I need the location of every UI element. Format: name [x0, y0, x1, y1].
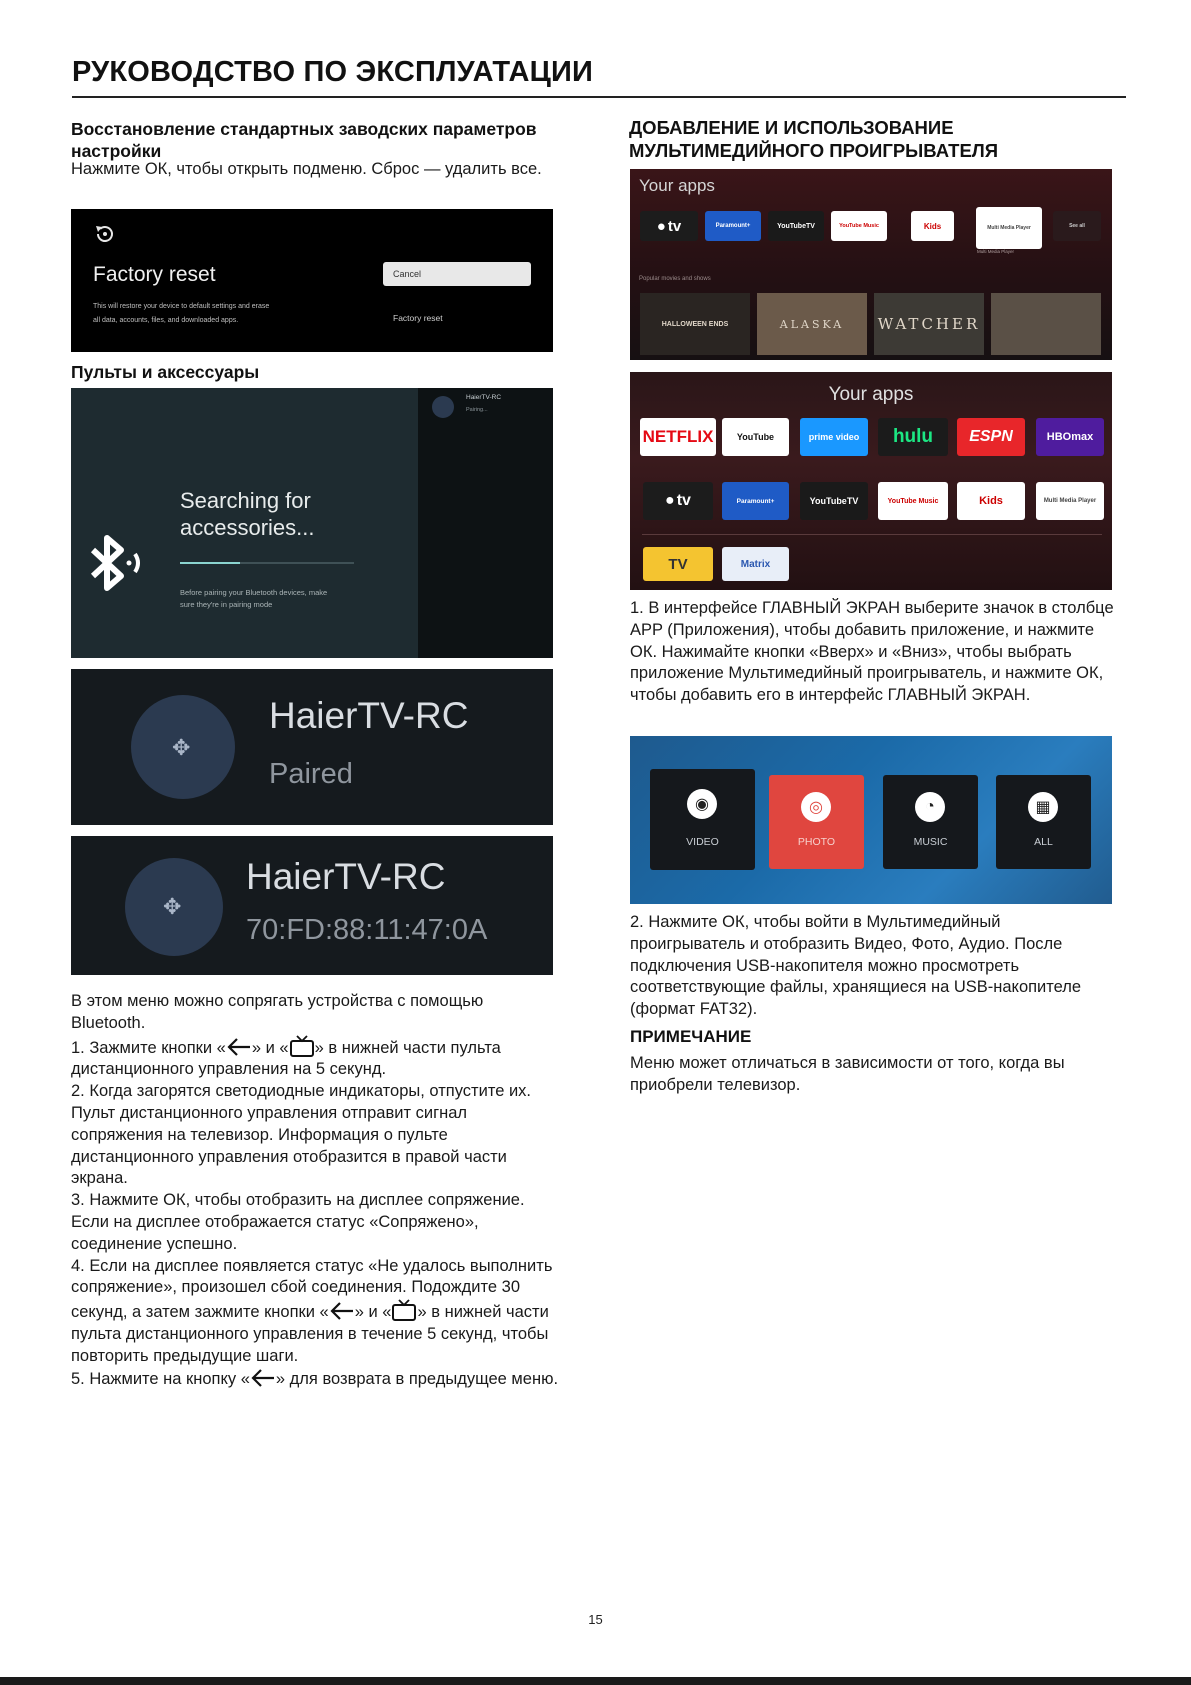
gamepad-icon	[432, 396, 454, 418]
reset-icon	[93, 222, 117, 246]
page-number: 15	[588, 1612, 603, 1627]
note-text: Меню может отличаться в зависимости от того, когда вы приобрели телевизор.	[630, 1054, 1065, 1094]
app-tile-youtubetv[interactable]: YouTubeTV	[768, 211, 824, 241]
row-divider	[642, 534, 1102, 535]
step-2: 2. Когда загорятся светодиодные индикаторы, отпустите их. Пульт дистанционного управления отправит сигнал сопряжения на телевизор. Информация о пульте дистанционного управления отобразится в правой части экрана.	[71, 1082, 532, 1188]
gamepad-icon: ✥	[163, 894, 182, 919]
step-5: 5. Нажмите на кнопку « » для возврата в предыдущее меню.	[71, 1369, 559, 1388]
app-tile-multimedia-player[interactable]: Multi Media Player	[1036, 482, 1104, 520]
factory-reset-title: Factory reset	[93, 263, 216, 286]
thumb-halloween[interactable]: HALLOWEEN ENDS	[640, 293, 750, 355]
side-device-status: Pairing...	[466, 407, 488, 413]
apps-screenshot-2	[630, 372, 1112, 590]
title-rule	[72, 96, 1126, 98]
reset-heading: Восстановление стандартных заводских параметров настройки	[71, 119, 537, 161]
bluetooth-intro: В этом меню можно сопрягать устройства с помощью Bluetooth.	[71, 992, 484, 1032]
back-arrow-icon	[329, 1301, 355, 1321]
bt-note-1: Before pairing your Bluetooth devices, make	[180, 588, 328, 597]
remote-avatar	[125, 858, 223, 956]
paired-status: Paired	[269, 758, 353, 790]
photo-icon: ◎	[801, 792, 831, 822]
cancel-button[interactable]: Cancel	[383, 262, 531, 286]
video-icon: ◉	[687, 789, 717, 819]
app-tile-matrix[interactable]: Matrix	[722, 547, 789, 581]
remotes-heading: Пульты и аксессуары	[71, 362, 260, 382]
media-card-photo[interactable]: ◎ PHOTO	[769, 775, 864, 869]
app-tile-appletv[interactable]: ● tv	[640, 211, 698, 241]
apps-title: Your apps	[639, 176, 715, 195]
bluetooth-search-screenshot	[71, 388, 553, 658]
searching-line-1: Searching for	[180, 488, 311, 513]
bottom-bar	[0, 1677, 1191, 1685]
popular-label: Popular movies and shows	[639, 276, 711, 282]
app-tile-appletv[interactable]: ● tv	[643, 482, 713, 520]
app-tile-youtube-music[interactable]: YouTube Music	[878, 482, 948, 520]
step-4: 4. Если на дисплее появляется статус «Не удалось выполнить сопряжение», произошел сбой соединения. Подождите 30 секунд, а затем зажмите кнопки « » и « » в нижней части пульта дистанционного управления в течение 5 секунд, чтобы повторить предыдущие шаги.	[71, 1256, 553, 1365]
media-player-heading: ДОБАВЛЕНИЕ И ИСПОЛЬЗОВАНИЕ МУЛЬТИМЕДИЙНОГО ПРОИГРЫВАТЕЛЯ	[629, 117, 999, 161]
searching-line-2: accessories...	[180, 515, 315, 540]
factory-reset-option[interactable]: Factory reset	[393, 313, 443, 323]
media-step-1: 1. В интерфейсе ГЛАВНЫЙ ЭКРАН выберите значок в столбце APP (Приложения), чтобы добавить приложение, и нажмите ОК. Нажимайте кнопки «Вверх» и «Вниз», чтобы выбрать приложение Мультимедийный проигрыватель, и нажмите ОК, чтобы добавить его в интерфейс ГЛАВНЫЙ ЭКРАН.	[630, 599, 1114, 705]
grid-icon: ▦	[1028, 792, 1058, 822]
gamepad-icon: ✥	[172, 735, 191, 760]
app-tile-espn[interactable]: ESPN	[957, 418, 1025, 456]
paired-screenshot	[71, 669, 553, 825]
note-heading: ПРИМЕЧАНИЕ	[630, 1027, 752, 1046]
tv-icon	[391, 1299, 417, 1321]
app-tile-kids[interactable]: Kids	[957, 482, 1025, 520]
media-card-video[interactable]: ◉ VIDEO	[650, 769, 755, 870]
reset-text: Нажмите ОК, чтобы открыть подменю. Сброс — удалить все.	[71, 160, 542, 178]
page-title: РУКОВОДСТВО ПО ЭКСПЛУАТАЦИИ	[72, 56, 594, 88]
media-card-all[interactable]: ▦ ALL	[996, 775, 1091, 869]
thumb-alaska[interactable]: ALASKA	[757, 293, 867, 355]
search-progress-track	[180, 562, 354, 564]
back-arrow-icon	[250, 1368, 276, 1388]
app-tile-paramount[interactable]: Paramount+	[722, 482, 789, 520]
app-tile-hulu[interactable]: hulu	[878, 418, 948, 456]
bt-note-2: sure they're in pairing mode	[180, 600, 273, 609]
music-icon: ◔	[915, 792, 945, 822]
remote-avatar	[131, 695, 235, 799]
factory-reset-desc-1: This will restore your device to default settings and erase	[93, 303, 270, 310]
search-progress-fill	[180, 562, 240, 564]
media-player-screenshot	[630, 736, 1112, 904]
app-tile-netflix[interactable]: NETFLIX	[640, 418, 716, 456]
step-1: 1. Зажмите кнопки « » и « » в нижней части пульта дистанционного управления на 5 секунд.	[71, 1035, 561, 1082]
app-tile-kids[interactable]: Kids	[911, 211, 954, 241]
apps-screenshot-1	[630, 169, 1112, 360]
app-tile-prime-video[interactable]: prime video	[800, 418, 868, 456]
step-3: 3. Нажмите ОК, чтобы отобразить на дисплее сопряжение. Если на дисплее отображается статус «Сопряжено», соединение успешно.	[71, 1191, 525, 1253]
bluetooth-icon	[87, 532, 147, 594]
app-tile-multimedia-player[interactable]: Multi Media Player	[976, 207, 1042, 249]
app-tile-youtube[interactable]: YouTube	[722, 418, 789, 456]
factory-reset-screenshot	[71, 209, 553, 352]
paired-device-name: HaierTV-RC	[269, 695, 469, 736]
app-tile-youtube-music[interactable]: YouTube Music	[831, 211, 887, 241]
app-tile-hbomax[interactable]: HBOmax	[1036, 418, 1104, 456]
thumb-watcher[interactable]: WATCHER	[874, 293, 984, 355]
media-step-2: 2. Нажмите ОК, чтобы войти в Мультимедийный проигрыватель и отобразить Видео, Фото, Аудио. После подключения USB-накопителя можно просмотреть соответствующие файлы, хранящиеся на USB-накопителе (формат FAT32).	[630, 913, 1082, 1019]
media-card-music[interactable]: ◔ MUSIC	[883, 775, 978, 869]
see-all-tile[interactable]: See all	[1053, 211, 1101, 241]
tv-icon	[289, 1035, 315, 1057]
app-tile-tv[interactable]: TV	[643, 547, 713, 581]
bluetooth-instructions	[71, 991, 561, 1390]
address-device-name: HaierTV-RC	[246, 856, 446, 897]
factory-reset-desc-2: all data, accounts, files, and downloaded apps.	[93, 317, 239, 324]
selected-app-caption: Multi Media Player	[977, 249, 1015, 254]
device-mac-address: 70:FD:88:11:47:0A	[246, 914, 488, 946]
back-arrow-icon	[226, 1037, 252, 1057]
device-address-screenshot	[71, 836, 553, 975]
app-tile-youtubetv[interactable]: YouTubeTV	[800, 482, 868, 520]
app-tile-paramount[interactable]: Paramount+	[705, 211, 761, 241]
thumb-show[interactable]	[991, 293, 1101, 355]
side-device-name: HaierTV-RC	[466, 394, 502, 401]
side-panel	[418, 388, 553, 658]
apps-title: Your apps	[828, 384, 914, 405]
